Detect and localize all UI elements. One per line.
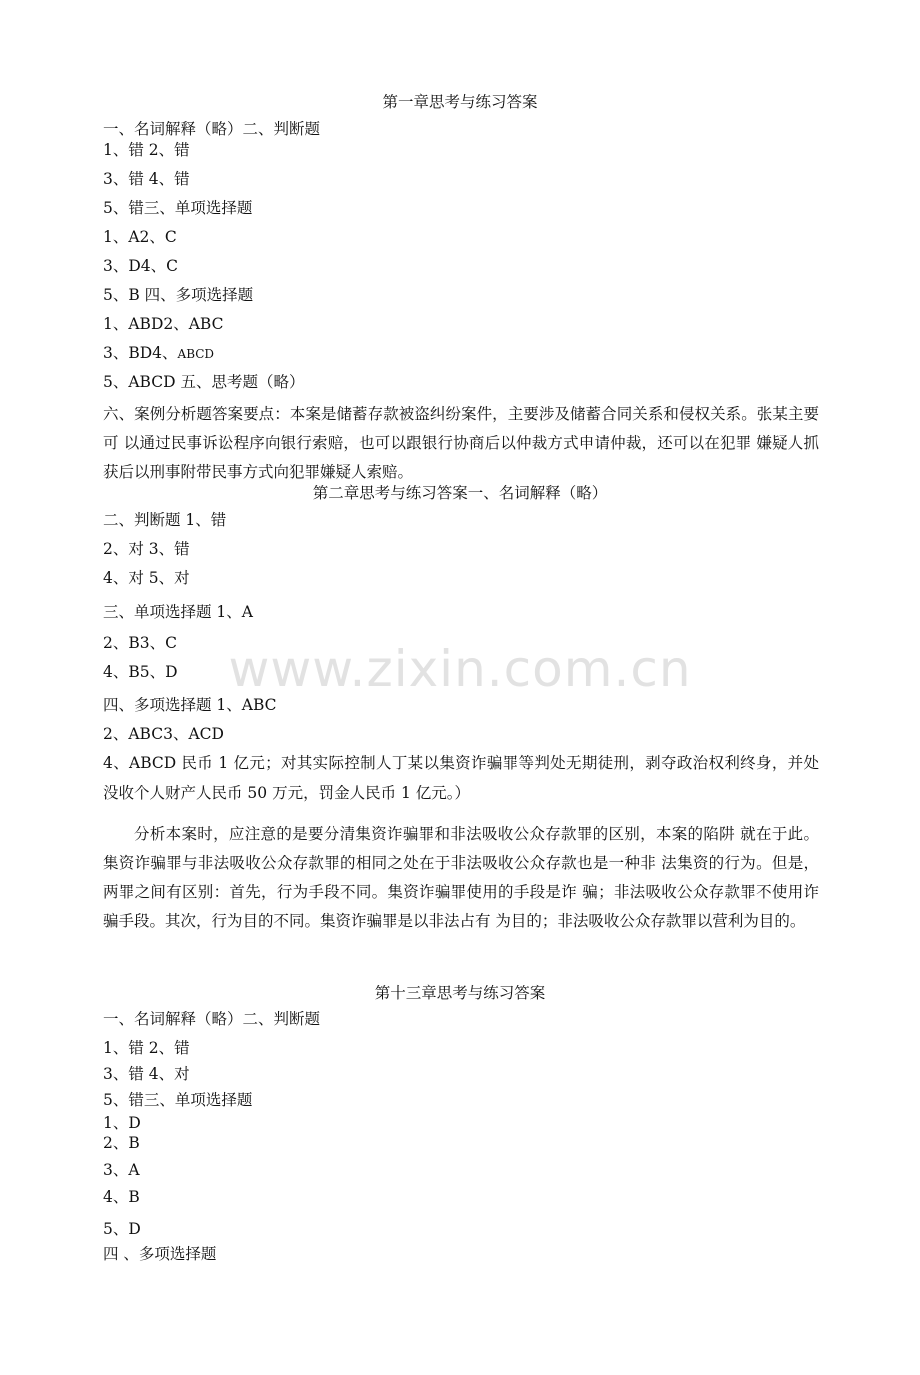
- text-line: 一、名词解释（略）二、判断题: [103, 1010, 321, 1028]
- case-fragment-paragraph: 4、ABCD 民币 1 亿元；对其实际控制人丁某以集资诈骗罪等判处无期徒刑，剥夺政治权利终身，并处 没收个人财产人民币 50 万元，罚金人民币 1 亿元。）: [103, 754, 819, 802]
- chapter-2-title: 第二章思考与练习答案一、名词解释（略）: [312, 484, 608, 502]
- text-line: 4、B: [103, 1188, 140, 1206]
- text-line: 4、对 5、对: [103, 569, 190, 587]
- text-line: 5、错三、单项选择题: [103, 199, 253, 217]
- text-line: [103, 343, 214, 364]
- text-line: 2、对 3、错: [103, 540, 190, 558]
- watermark: www.zixin.com.cn: [228, 640, 692, 698]
- text-segment: 3、BD4、: [103, 344, 178, 362]
- text-line: 四 、多项选择题: [103, 1245, 217, 1263]
- text-line: 1、A2、C: [103, 228, 177, 246]
- analysis-paragraph: 分析本案时，应注意的是要分清集资诈骗罪和非法吸收公众存款罪的区别，本案的陷阱 就在于此。集资诈骗罪与非法吸收公众存款罪的相同之处在于非法吸收公众存款也是一种非 法集资的行为。但是，两罪之间有区别：首先，行为手段不同。集资诈骗罪使用的手段是诈 骗；非法吸收公众存款罪不使用诈骗手段。其次，行为目的不同。集资诈骗罪是以非法占有 为目的；非法吸收公众存款罪以营利为目的。: [103, 825, 819, 930]
- text-segment-small: ABCD: [177, 347, 215, 361]
- text-line: 5、D: [103, 1220, 141, 1238]
- text-line: 5、ABCD 五、思考题（略）: [103, 373, 305, 391]
- text-line: 3、错 4、错: [103, 170, 190, 188]
- text-line: 3、A: [103, 1161, 140, 1179]
- text-line: 一、名词解释（略）二、判断题: [103, 120, 321, 138]
- text-line: 2、ABC3、ACD: [103, 725, 224, 743]
- text-line: 1、ABD2、ABC: [103, 315, 224, 333]
- text-line: 2、B3、C: [103, 634, 177, 652]
- text-line: 二、判断题 1、错: [103, 511, 227, 529]
- text-line: 5、错三、单项选择题: [103, 1091, 253, 1109]
- text-line: 1、错 2、错: [103, 1039, 190, 1057]
- chapter-1-title: 第一章思考与练习答案: [382, 93, 538, 111]
- text-line: 四、多项选择题 1、ABC: [103, 696, 277, 714]
- case-analysis-paragraph: 六、案例分析题答案要点：本案是储蓄存款被盗纠纷案件，主要涉及储蓄合同关系和侵权关系。张某主要可 以通过民事诉讼程序向银行索赔，也可以跟银行协商后以仲裁方式申请仲裁，还可以在犯罪 嫌疑人抓获后以刑事附带民事方式向犯罪嫌疑人索赔。: [103, 405, 819, 481]
- text-line: 5、B 四、多项选择题: [103, 286, 254, 304]
- text-line: 4、B5、D: [103, 663, 178, 681]
- chapter-13-title: 第十三章思考与练习答案: [374, 984, 546, 1002]
- text-line: 1、D: [103, 1114, 141, 1132]
- text-line: 3、D4、C: [103, 257, 179, 275]
- text-line: 2、B: [103, 1134, 140, 1152]
- text-line: 3、错 4、对: [103, 1065, 190, 1083]
- text-line: 三、单项选择题 1、A: [103, 603, 253, 621]
- text-line: 1、错 2、错: [103, 141, 190, 159]
